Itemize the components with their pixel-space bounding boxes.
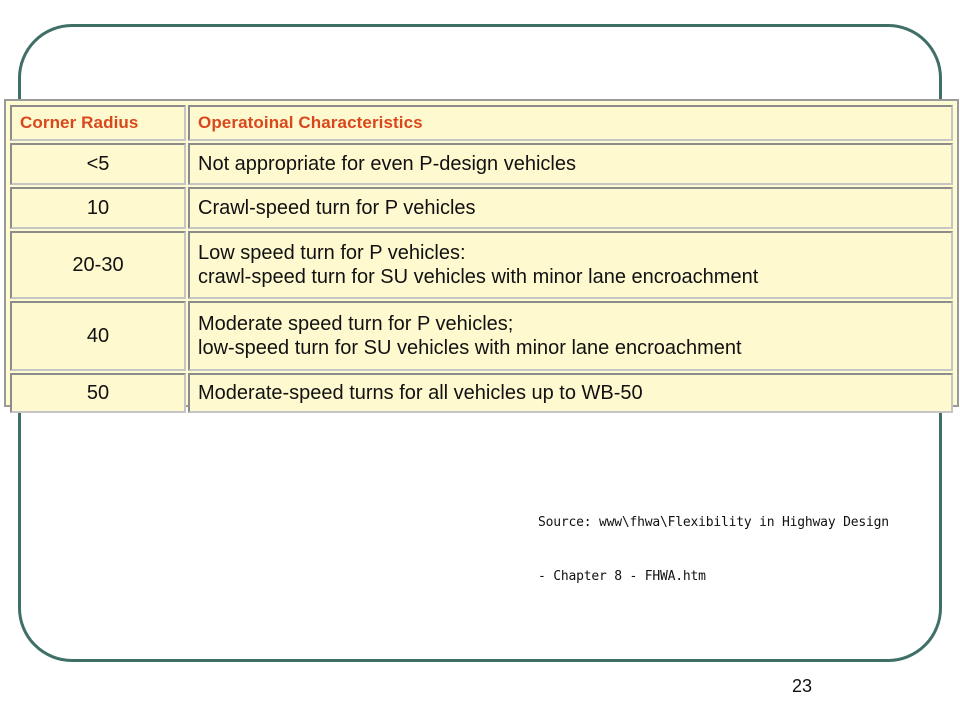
characteristics-cell [188,373,953,413]
characteristics-cell [188,143,953,185]
characteristics-cell [188,231,953,299]
table-row [10,301,953,371]
corner-radius-cell: 20-30 [10,231,186,299]
table-row [10,187,953,229]
source-citation-line-1: Source: www\fhwa\Flexibility in Highway Design [538,515,889,530]
corner-radius-cell: <5 [10,143,186,185]
source-citation-line-2: - Chapter 8 - FHWA.htm [538,569,706,584]
characteristics-cell [188,301,953,371]
corner-radius-table [8,103,955,415]
corner-radius-cell: 50 [10,373,186,413]
corner-radius-cell: 10 [10,187,186,229]
table-row [10,231,953,299]
characteristics-line: Low speed turn for P vehicles: [198,242,466,264]
characteristics-line: Moderate-speed turns for all vehicles up to WB-50 [198,382,643,404]
characteristics-line: Moderate speed turn for P vehicles; [198,313,514,335]
characteristics-line: Crawl-speed turn for P vehicles [198,197,476,219]
corner-radius-table-container [4,99,959,407]
source-citation [538,478,914,604]
table-header-row [10,105,953,141]
operational-characteristics-header: Operatoinal Characteristics [188,105,953,141]
characteristics-line: crawl-speed turn for SU vehicles with minor lane encroachment [198,266,759,288]
corner-radius-header: Corner Radius [10,105,186,141]
page-number: 23 [792,676,813,696]
characteristics-line: Not appropriate for even P-design vehicles [198,153,576,175]
corner-radius-cell: 40 [10,301,186,371]
table-row [10,143,953,185]
characteristics-line: low-speed turn for SU vehicles with minor lane encroachment [198,337,742,359]
characteristics-cell [188,187,953,229]
table-row [10,373,953,413]
